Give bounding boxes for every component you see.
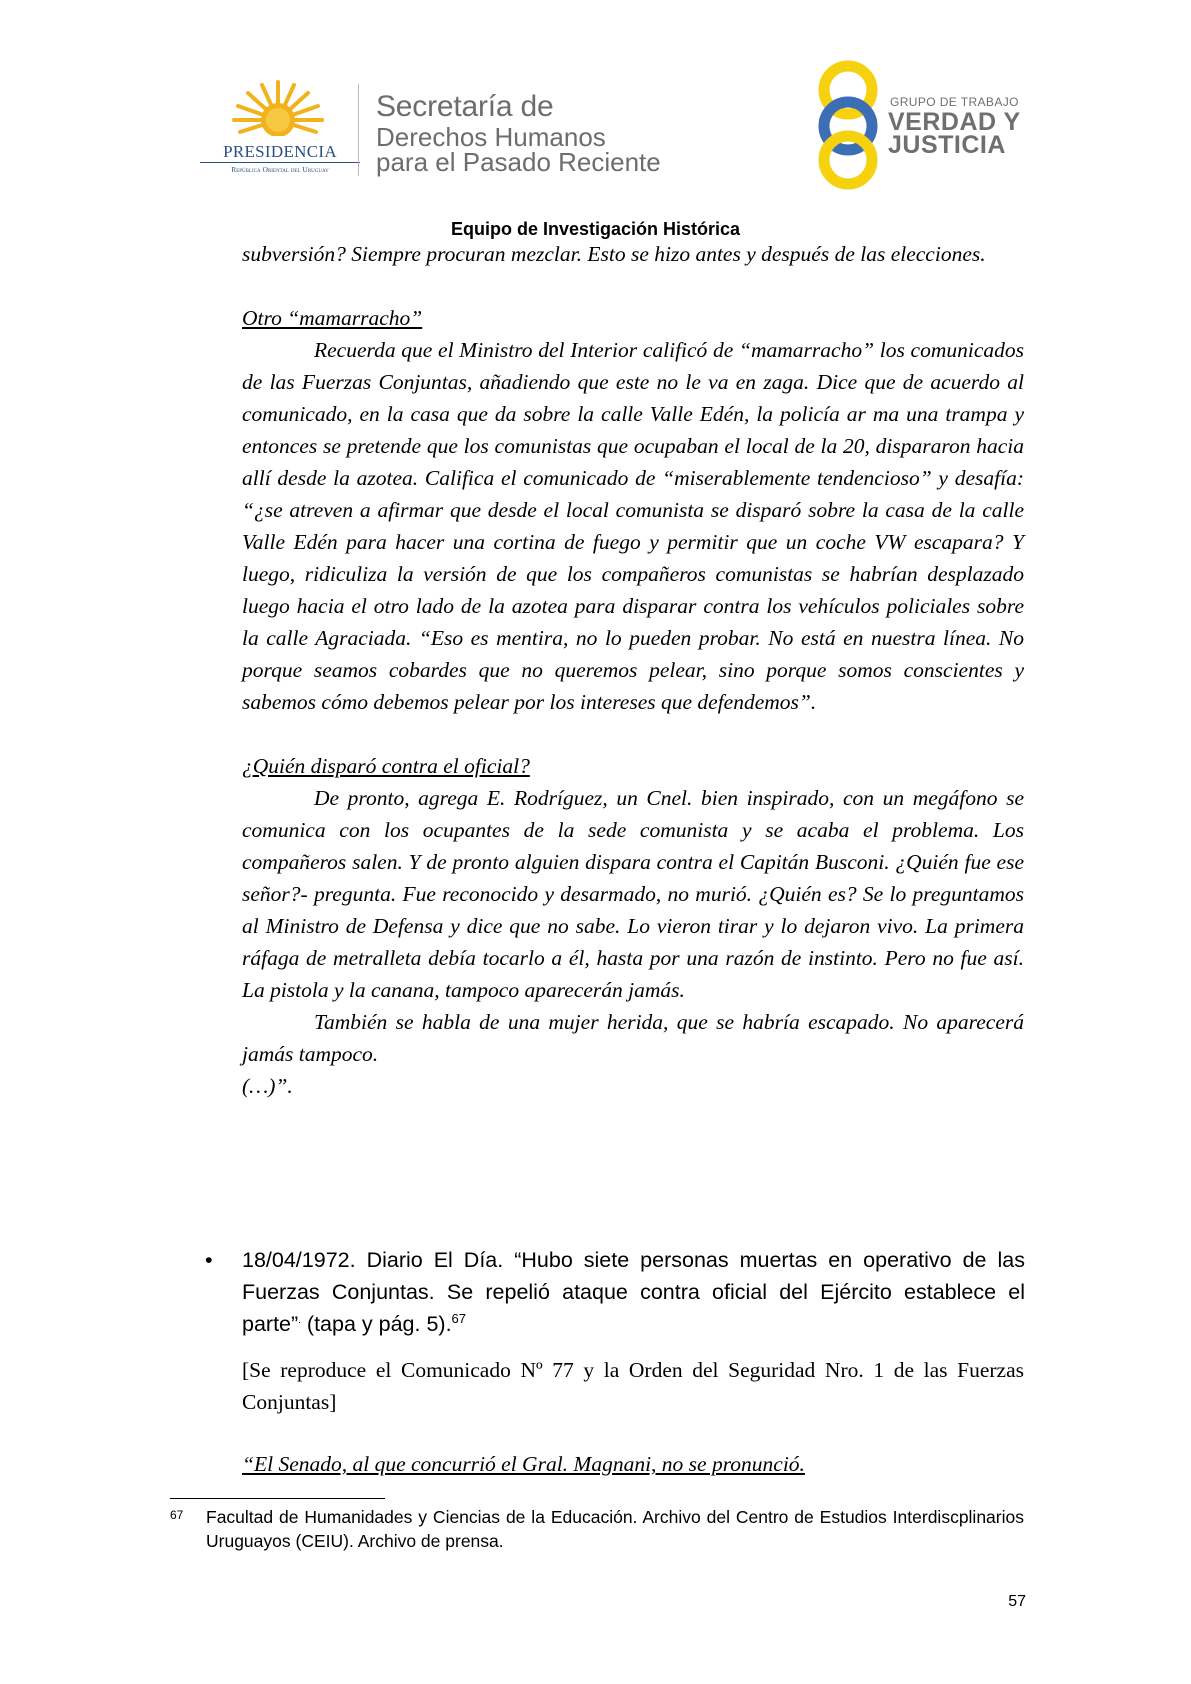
- bullet-marker: •: [205, 1248, 213, 1272]
- bullet-tail-text: (tapa y pág. 5).: [300, 1312, 452, 1336]
- section-heading-mamarracho: Otro “mamarracho”: [242, 306, 423, 330]
- bullet-dot-sup: .: [298, 1314, 301, 1326]
- bullet-text: [242, 1244, 1025, 1340]
- secretaria-line-1: Secretaría de: [376, 90, 554, 123]
- interlocked-rings-icon: [810, 60, 886, 190]
- paragraph-continuation: subversión? Siempre procuran mezclar. Esto se hizo antes y después de las elecciones.: [242, 242, 986, 266]
- presidencia-divider: [200, 162, 360, 163]
- paragraph-ellipsis: (…)”.: [242, 1074, 293, 1098]
- bullet-main-text: 18/04/1972. Diario El Día. “Hubo siete personas muertas en operativo de las Fuerzas Conjuntas. Se repelió ataque contra oficial del Ejército establece el parte”: [242, 1248, 1025, 1336]
- footnote-separator: [170, 1498, 385, 1499]
- paragraph-mujer-herida: También se habla de una mujer herida, que se habría escapado. No aparecerá jamás tampoco.: [242, 1010, 1024, 1066]
- body-text: [242, 238, 1024, 1102]
- grupo-line-2: VERDAD Y: [888, 108, 1021, 136]
- footnote-number: 67: [170, 1508, 184, 1522]
- page-number: 57: [1008, 1593, 1026, 1610]
- footnote-reference[interactable]: 67: [451, 1310, 467, 1326]
- bracket-note: [Se reproduce el Comunicado Nº 77 y la Orden del Seguridad Nro. 1 de las Fuerzas Conjuntas]: [242, 1358, 1024, 1414]
- header-divider: [358, 84, 359, 176]
- presidencia-subtitle: República Oriental del Uruguay: [231, 165, 329, 174]
- paragraph-mamarracho: Recuerda que el Ministro del Interior calificó de “mamarracho” los comunicados de las Fuerzas Conjuntas, añadiendo que este no le va en zaga. Dice que de acuerdo al comunicado, en la casa que da sobre la calle Valle Edén, la policía ar ma una trampa y entonces se pretende que los comunistas que ocupaban el local de la 20, dispararon hacia allí desde la azotea. Califica el comunicado de “miserablemente tendencioso” y desafía: “¿se atreven a afirmar que desde el local comunista se disparó sobre la casa de la calle Valle Edén para hacer una cortina de fuego y permitir que un coche VW escapara? Y luego, ridiculiza la versión de que los compañeros comunistas se habrían desplazado luego hacia el otro lado de la azotea para disparar contra los vehículos policiales sobre la calle Agraciada. “Eso es mentira, no lo pueden probar. No está en nuestra línea. No porque seamos cobardes que no queremos pelear, sino porque somos conscientes y sabemos cómo debemos pelear por los intereses que defendemos”.: [242, 338, 1024, 714]
- grupo-line-3: JUSTICIA: [888, 131, 1006, 159]
- presidencia-logo-text: PRESIDENCIA: [223, 142, 337, 161]
- grupo-line-1: GRUPO DE TRABAJO: [890, 95, 1019, 109]
- paragraph-quien-disparo: De pronto, agrega E. Rodríguez, un Cnel. bien inspirado, con un megáfono se comunica con los ocupantes de la sede comunista y se acaba el problema. Los compañeros salen. Y de pronto alguien dispara contra el Capitán Busconi. ¿Quién fue ese señor?- pregunta. Fue reconocido y desarmado, no murió. ¿Quién es? Se lo preguntamos al Ministro de Defensa y dice que no sabe. Lo vieron tirar y lo dejaron vivo. La primera ráfaga de metralleta debía tocarlo a él, hasta por una razón de instinto. Pero no fue así. La pistola y la canana, tampoco aparecerán jamás.: [242, 786, 1024, 1002]
- section-heading-quien-disparo: ¿Quién disparó contra el oficial?: [242, 754, 530, 778]
- team-title: Equipo de Investigación Histórica: [450, 219, 741, 239]
- sun-emblem-icon: [232, 78, 324, 142]
- footnote-text: Facultad de Humanidades y Ciencias de la Educación. Archivo del Centro de Estudios Interdiscplinarios Uruguayos (CEIU). Archivo de prensa.: [206, 1507, 1024, 1551]
- secretaria-line-2: Derechos Humanos: [376, 122, 606, 152]
- page-header: [0, 0, 1191, 239]
- section-heading-senado: “El Senado, al que concurrió el Gral. Magnani, no se pronunció.: [242, 1452, 805, 1476]
- secretaria-line-3: para el Pasado Reciente: [376, 147, 661, 177]
